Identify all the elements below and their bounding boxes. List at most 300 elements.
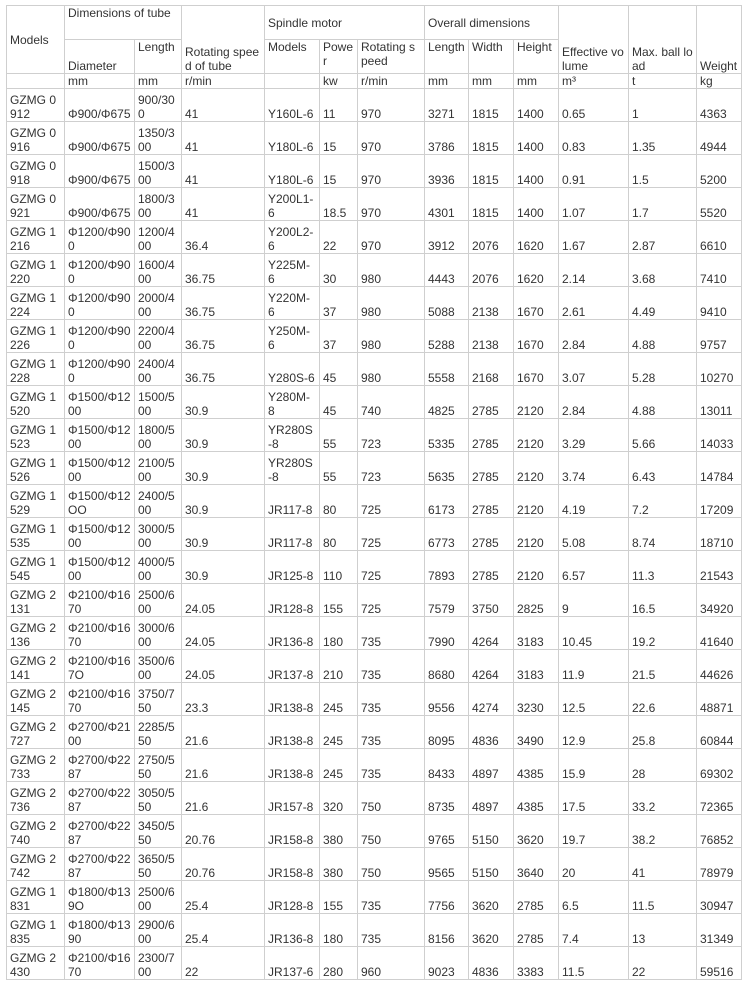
- cell-overall-width: 2785: [469, 386, 514, 419]
- table-row: [7, 881, 742, 914]
- header-overall-width: Width: [469, 40, 514, 74]
- cell-weight: 48871: [697, 683, 742, 716]
- cell-max-ball-load: 8.74: [629, 518, 697, 551]
- cell-tube-speed: 30.9: [182, 485, 265, 518]
- cell-max-ball-load: 1.35: [629, 122, 697, 155]
- cell-length: 1800/500: [135, 419, 182, 452]
- cell-power: 18.5: [320, 188, 358, 221]
- cell-model: GZMG 1535: [7, 518, 65, 551]
- cell-effective-volume: 2.84: [559, 386, 629, 419]
- cell-overall-length: 8156: [425, 914, 469, 947]
- cell-power: 11: [320, 89, 358, 122]
- cell-motor-model: JR125-8: [265, 551, 320, 584]
- cell-overall-height: 4385: [514, 749, 559, 782]
- cell-overall-height: 2120: [514, 485, 559, 518]
- cell-tube-speed: 41: [182, 155, 265, 188]
- header-rotating-speed-of-tube: Rotating speed of tube: [182, 6, 265, 74]
- cell-weight: 9410: [697, 287, 742, 320]
- cell-overall-height: 3383: [514, 947, 559, 980]
- cell-overall-width: 3620: [469, 914, 514, 947]
- cell-effective-volume: 1.07: [559, 188, 629, 221]
- header-weight: Weight: [697, 6, 742, 74]
- cell-overall-width: 4274: [469, 683, 514, 716]
- cell-effective-volume: 3.07: [559, 353, 629, 386]
- table-row: [7, 848, 742, 881]
- cell-tube-speed: 24.05: [182, 650, 265, 683]
- cell-power: 155: [320, 881, 358, 914]
- cell-motor-model: Y180L-6: [265, 155, 320, 188]
- cell-effective-volume: 1.67: [559, 221, 629, 254]
- cell-power: 245: [320, 683, 358, 716]
- cell-overall-height: 3490: [514, 716, 559, 749]
- table-row: [7, 320, 742, 353]
- cell-model: GZMG 2141: [7, 650, 65, 683]
- cell-motor-model: JR117-8: [265, 518, 320, 551]
- cell-motor-model: Y220M-6: [265, 287, 320, 320]
- cell-weight: 14033: [697, 419, 742, 452]
- cell-weight: 17209: [697, 485, 742, 518]
- cell-model: GZMG 1224: [7, 287, 65, 320]
- cell-motor-speed: 750: [358, 782, 425, 815]
- cell-tube-speed: 21.6: [182, 782, 265, 815]
- cell-overall-width: 4836: [469, 716, 514, 749]
- cell-overall-width: 2785: [469, 485, 514, 518]
- cell-max-ball-load: 13: [629, 914, 697, 947]
- cell-overall-length: 3936: [425, 155, 469, 188]
- cell-power: 45: [320, 386, 358, 419]
- cell-overall-length: 3786: [425, 122, 469, 155]
- cell-motor-speed: 735: [358, 749, 425, 782]
- cell-power: 210: [320, 650, 358, 683]
- cell-overall-height: 2825: [514, 584, 559, 617]
- cell-tube-speed: 30.9: [182, 386, 265, 419]
- cell-overall-height: 2120: [514, 452, 559, 485]
- cell-diameter: Φ1500/Φ12OO: [65, 485, 135, 518]
- cell-motor-speed: 970: [358, 155, 425, 188]
- cell-effective-volume: 17.5: [559, 782, 629, 815]
- cell-motor-speed: 735: [358, 716, 425, 749]
- cell-power: 80: [320, 518, 358, 551]
- cell-motor-model: JR137-6: [265, 947, 320, 980]
- cell-motor-model: JR158-8: [265, 848, 320, 881]
- cell-overall-length: 7579: [425, 584, 469, 617]
- cell-motor-model: Y250M-6: [265, 320, 320, 353]
- cell-overall-width: 4897: [469, 749, 514, 782]
- cell-weight: 13011: [697, 386, 742, 419]
- header-diameter: Diameter: [65, 40, 135, 74]
- cell-max-ball-load: 1.7: [629, 188, 697, 221]
- cell-motor-speed: 740: [358, 386, 425, 419]
- cell-diameter: Φ900/Φ675: [65, 89, 135, 122]
- cell-tube-speed: 20.76: [182, 815, 265, 848]
- cell-diameter: Φ2100/Φ1670: [65, 683, 135, 716]
- header-max-ball-load: Max. ball load: [629, 6, 697, 74]
- cell-diameter: Φ1200/Φ900: [65, 353, 135, 386]
- cell-overall-length: 9765: [425, 815, 469, 848]
- cell-motor-speed: 735: [358, 914, 425, 947]
- cell-motor-speed: 970: [358, 221, 425, 254]
- cell-length: 2000/400: [135, 287, 182, 320]
- cell-max-ball-load: 11.5: [629, 881, 697, 914]
- cell-effective-volume: 2.84: [559, 320, 629, 353]
- cell-effective-volume: 0.83: [559, 122, 629, 155]
- cell-overall-width: 1815: [469, 188, 514, 221]
- cell-overall-length: 4825: [425, 386, 469, 419]
- unit-overall-height: mm: [514, 74, 559, 89]
- table-row: [7, 584, 742, 617]
- cell-diameter: Φ1200/Φ900: [65, 287, 135, 320]
- cell-diameter: Φ1500/Φ1200: [65, 551, 135, 584]
- cell-overall-length: 5288: [425, 320, 469, 353]
- cell-length: 3650/550: [135, 848, 182, 881]
- cell-effective-volume: 6.5: [559, 881, 629, 914]
- header-overall-length: Length: [425, 40, 469, 74]
- cell-length: 1500/500: [135, 386, 182, 419]
- table-row: [7, 485, 742, 518]
- cell-motor-speed: 980: [358, 254, 425, 287]
- cell-motor-model: JR138-8: [265, 683, 320, 716]
- cell-diameter: Φ900/Φ675: [65, 188, 135, 221]
- table-row: [7, 650, 742, 683]
- table-row: [7, 947, 742, 980]
- cell-overall-length: 7756: [425, 881, 469, 914]
- cell-max-ball-load: 5.28: [629, 353, 697, 386]
- table-row: [7, 617, 742, 650]
- cell-motor-speed: 723: [358, 419, 425, 452]
- table-row: [7, 254, 742, 287]
- cell-overall-length: 3912: [425, 221, 469, 254]
- cell-model: GZMG 0921: [7, 188, 65, 221]
- cell-effective-volume: 0.65: [559, 89, 629, 122]
- cell-power: 320: [320, 782, 358, 815]
- cell-overall-height: 1400: [514, 188, 559, 221]
- cell-overall-height: 1400: [514, 122, 559, 155]
- cell-effective-volume: 12.5: [559, 683, 629, 716]
- table-row: [7, 122, 742, 155]
- cell-weight: 76852: [697, 815, 742, 848]
- cell-length: 3000/500: [135, 518, 182, 551]
- cell-length: 2200/400: [135, 320, 182, 353]
- cell-power: 180: [320, 617, 358, 650]
- cell-weight: 5200: [697, 155, 742, 188]
- cell-motor-speed: 735: [358, 617, 425, 650]
- table-row: [7, 815, 742, 848]
- cell-motor-speed: 725: [358, 551, 425, 584]
- cell-overall-height: 1400: [514, 155, 559, 188]
- cell-max-ball-load: 4.49: [629, 287, 697, 320]
- table-row: [7, 518, 742, 551]
- cell-motor-model: JR136-8: [265, 914, 320, 947]
- cell-length: 2100/500: [135, 452, 182, 485]
- cell-overall-length: 7990: [425, 617, 469, 650]
- cell-max-ball-load: 1.5: [629, 155, 697, 188]
- cell-motor-model: Y280M-8: [265, 386, 320, 419]
- cell-motor-model: Y200L2-6: [265, 221, 320, 254]
- cell-model: GZMG 1529: [7, 485, 65, 518]
- cell-diameter: Φ2700/Φ2287: [65, 815, 135, 848]
- table-row: [7, 683, 742, 716]
- cell-model: GZMG 1831: [7, 881, 65, 914]
- cell-overall-height: 3230: [514, 683, 559, 716]
- cell-motor-model: JR136-8: [265, 617, 320, 650]
- cell-overall-width: 2168: [469, 353, 514, 386]
- cell-effective-volume: 2.61: [559, 287, 629, 320]
- cell-diameter: Φ900/Φ675: [65, 122, 135, 155]
- cell-power: 155: [320, 584, 358, 617]
- cell-tube-speed: 22: [182, 947, 265, 980]
- cell-length: 2900/600: [135, 914, 182, 947]
- cell-overall-height: 3620: [514, 815, 559, 848]
- cell-length: 2750/550: [135, 749, 182, 782]
- cell-max-ball-load: 41: [629, 848, 697, 881]
- cell-motor-speed: 960: [358, 947, 425, 980]
- cell-effective-volume: 20: [559, 848, 629, 881]
- cell-motor-model: JR117-8: [265, 485, 320, 518]
- cell-overall-width: 1815: [469, 122, 514, 155]
- cell-model: GZMG 2742: [7, 848, 65, 881]
- cell-tube-speed: 36.75: [182, 353, 265, 386]
- cell-diameter: Φ2700/Φ2100: [65, 716, 135, 749]
- cell-weight: 31349: [697, 914, 742, 947]
- cell-tube-speed: 41: [182, 122, 265, 155]
- cell-length: 3500/600: [135, 650, 182, 683]
- cell-tube-speed: 41: [182, 89, 265, 122]
- unit-power: kw: [320, 74, 358, 89]
- table-row: [7, 782, 742, 815]
- cell-overall-width: 2076: [469, 221, 514, 254]
- cell-motor-model: JR157-8: [265, 782, 320, 815]
- cell-motor-speed: 970: [358, 188, 425, 221]
- cell-weight: 41640: [697, 617, 742, 650]
- cell-overall-length: 5558: [425, 353, 469, 386]
- cell-tube-speed: 30.9: [182, 452, 265, 485]
- cell-max-ball-load: 11.3: [629, 551, 697, 584]
- cell-weight: 4363: [697, 89, 742, 122]
- cell-length: 2500/600: [135, 584, 182, 617]
- cell-overall-length: 5635: [425, 452, 469, 485]
- cell-length: 2400/500: [135, 485, 182, 518]
- cell-overall-width: 2138: [469, 320, 514, 353]
- header-motor-models: Models: [265, 40, 320, 74]
- table-row: [7, 188, 742, 221]
- table-row: [7, 452, 742, 485]
- table-row: [7, 89, 742, 122]
- cell-power: 55: [320, 419, 358, 452]
- cell-motor-speed: 735: [358, 650, 425, 683]
- cell-model: GZMG 2740: [7, 815, 65, 848]
- cell-overall-length: 9565: [425, 848, 469, 881]
- cell-tube-speed: 30.9: [182, 419, 265, 452]
- cell-diameter: Φ1800/Φ139O: [65, 881, 135, 914]
- cell-max-ball-load: 3.68: [629, 254, 697, 287]
- cell-overall-width: 5150: [469, 815, 514, 848]
- cell-power: 180: [320, 914, 358, 947]
- cell-weight: 34920: [697, 584, 742, 617]
- cell-diameter: Φ1500/Φ1200: [65, 419, 135, 452]
- cell-power: 15: [320, 155, 358, 188]
- cell-model: GZMG 1220: [7, 254, 65, 287]
- cell-max-ball-load: 4.88: [629, 386, 697, 419]
- cell-effective-volume: 11.9: [559, 650, 629, 683]
- cell-effective-volume: 3.74: [559, 452, 629, 485]
- cell-weight: 9757: [697, 320, 742, 353]
- cell-effective-volume: 10.45: [559, 617, 629, 650]
- cell-overall-length: 8433: [425, 749, 469, 782]
- cell-overall-width: 2785: [469, 419, 514, 452]
- cell-weight: 18710: [697, 518, 742, 551]
- cell-motor-model: YR280S-8: [265, 419, 320, 452]
- cell-model: GZMG 1228: [7, 353, 65, 386]
- cell-power: 80: [320, 485, 358, 518]
- cell-tube-speed: 36.75: [182, 254, 265, 287]
- cell-overall-height: 1670: [514, 287, 559, 320]
- table-row: [7, 914, 742, 947]
- cell-overall-length: 3271: [425, 89, 469, 122]
- cell-model: GZMG 2131: [7, 584, 65, 617]
- specification-table: [6, 5, 742, 980]
- cell-max-ball-load: 22.6: [629, 683, 697, 716]
- cell-weight: 4944: [697, 122, 742, 155]
- cell-diameter: Φ1200/Φ900: [65, 254, 135, 287]
- cell-overall-length: 9023: [425, 947, 469, 980]
- cell-effective-volume: 0.91: [559, 155, 629, 188]
- cell-power: 45: [320, 353, 358, 386]
- cell-motor-model: JR158-8: [265, 815, 320, 848]
- cell-max-ball-load: 38.2: [629, 815, 697, 848]
- cell-overall-width: 3620: [469, 881, 514, 914]
- cell-max-ball-load: 22: [629, 947, 697, 980]
- unit-overall-length: mm: [425, 74, 469, 89]
- cell-overall-width: 3750: [469, 584, 514, 617]
- cell-effective-volume: 9: [559, 584, 629, 617]
- cell-model: GZMG 0912: [7, 89, 65, 122]
- cell-overall-length: 8735: [425, 782, 469, 815]
- cell-weight: 6610: [697, 221, 742, 254]
- table-row: [7, 287, 742, 320]
- cell-weight: 30947: [697, 881, 742, 914]
- cell-effective-volume: 19.7: [559, 815, 629, 848]
- cell-tube-speed: 30.9: [182, 551, 265, 584]
- cell-overall-width: 4264: [469, 617, 514, 650]
- cell-diameter: Φ1500/Φ1200: [65, 518, 135, 551]
- cell-motor-model: Y280S-6: [265, 353, 320, 386]
- cell-overall-width: 2785: [469, 452, 514, 485]
- cell-overall-length: 8680: [425, 650, 469, 683]
- cell-overall-length: 8095: [425, 716, 469, 749]
- cell-overall-height: 1620: [514, 221, 559, 254]
- cell-overall-width: 4264: [469, 650, 514, 683]
- table-row: [7, 155, 742, 188]
- cell-effective-volume: 7.4: [559, 914, 629, 947]
- cell-length: 2500/600: [135, 881, 182, 914]
- cell-overall-width: 2785: [469, 518, 514, 551]
- cell-motor-model: JR128-8: [265, 584, 320, 617]
- cell-motor-model: Y200L1-6: [265, 188, 320, 221]
- cell-diameter: Φ2100/Φ1670: [65, 617, 135, 650]
- cell-motor-speed: 980: [358, 353, 425, 386]
- cell-motor-model: JR138-8: [265, 749, 320, 782]
- cell-max-ball-load: 7.2: [629, 485, 697, 518]
- cell-overall-height: 3640: [514, 848, 559, 881]
- cell-tube-speed: 24.05: [182, 617, 265, 650]
- cell-power: 245: [320, 716, 358, 749]
- cell-overall-height: 2120: [514, 551, 559, 584]
- cell-diameter: Φ1500/Φ1200: [65, 452, 135, 485]
- unit-cell: [265, 74, 320, 89]
- table-row: [7, 353, 742, 386]
- cell-diameter: Φ2700/Φ2287: [65, 848, 135, 881]
- cell-power: 110: [320, 551, 358, 584]
- cell-power: 30: [320, 254, 358, 287]
- unit-cell: [7, 74, 65, 89]
- unit-tube-speed: r/min: [182, 74, 265, 89]
- cell-diameter: Φ2100/Φ1670: [65, 584, 135, 617]
- cell-max-ball-load: 33.2: [629, 782, 697, 815]
- cell-motor-model: YR280S-8: [265, 452, 320, 485]
- cell-overall-length: 5088: [425, 287, 469, 320]
- cell-model: GZMG 1835: [7, 914, 65, 947]
- cell-model: GZMG 1520: [7, 386, 65, 419]
- cell-model: GZMG 1216: [7, 221, 65, 254]
- cell-max-ball-load: 4.88: [629, 320, 697, 353]
- cell-power: 245: [320, 749, 358, 782]
- cell-power: 37: [320, 287, 358, 320]
- cell-overall-height: 2120: [514, 386, 559, 419]
- cell-motor-speed: 970: [358, 89, 425, 122]
- cell-length: 2400/400: [135, 353, 182, 386]
- cell-tube-speed: 21.6: [182, 749, 265, 782]
- table-row: [7, 221, 742, 254]
- cell-overall-height: 1400: [514, 89, 559, 122]
- cell-overall-width: 2138: [469, 287, 514, 320]
- cell-overall-height: 1670: [514, 320, 559, 353]
- cell-tube-speed: 23.3: [182, 683, 265, 716]
- cell-diameter: Φ2100/Φ1670: [65, 947, 135, 980]
- cell-overall-length: 4443: [425, 254, 469, 287]
- cell-overall-width: 4836: [469, 947, 514, 980]
- table-row: [7, 749, 742, 782]
- cell-diameter: Φ900/Φ675: [65, 155, 135, 188]
- cell-motor-speed: 735: [358, 683, 425, 716]
- cell-length: 1600/400: [135, 254, 182, 287]
- cell-power: 15: [320, 122, 358, 155]
- cell-tube-speed: 25.4: [182, 881, 265, 914]
- header-length: Length: [135, 40, 182, 74]
- cell-length: 3750/750: [135, 683, 182, 716]
- cell-weight: 5520: [697, 188, 742, 221]
- cell-tube-speed: 30.9: [182, 518, 265, 551]
- cell-length: 3450/550: [135, 815, 182, 848]
- cell-diameter: Φ2700/Φ2287: [65, 749, 135, 782]
- cell-weight: 21543: [697, 551, 742, 584]
- cell-effective-volume: 5.08: [559, 518, 629, 551]
- cell-weight: 60844: [697, 716, 742, 749]
- cell-effective-volume: 4.19: [559, 485, 629, 518]
- cell-max-ball-load: 5.66: [629, 419, 697, 452]
- cell-power: 280: [320, 947, 358, 980]
- cell-overall-height: 1620: [514, 254, 559, 287]
- header-overall-dimensions: Overall dimensions: [425, 6, 559, 40]
- cell-motor-speed: 723: [358, 452, 425, 485]
- cell-overall-height: 3183: [514, 650, 559, 683]
- cell-overall-height: 2120: [514, 518, 559, 551]
- header-overall-height: Height: [514, 40, 559, 74]
- cell-overall-length: 9556: [425, 683, 469, 716]
- cell-motor-model: Y180L-6: [265, 122, 320, 155]
- cell-overall-length: 5335: [425, 419, 469, 452]
- cell-max-ball-load: 16.5: [629, 584, 697, 617]
- unit-diameter: mm: [65, 74, 135, 89]
